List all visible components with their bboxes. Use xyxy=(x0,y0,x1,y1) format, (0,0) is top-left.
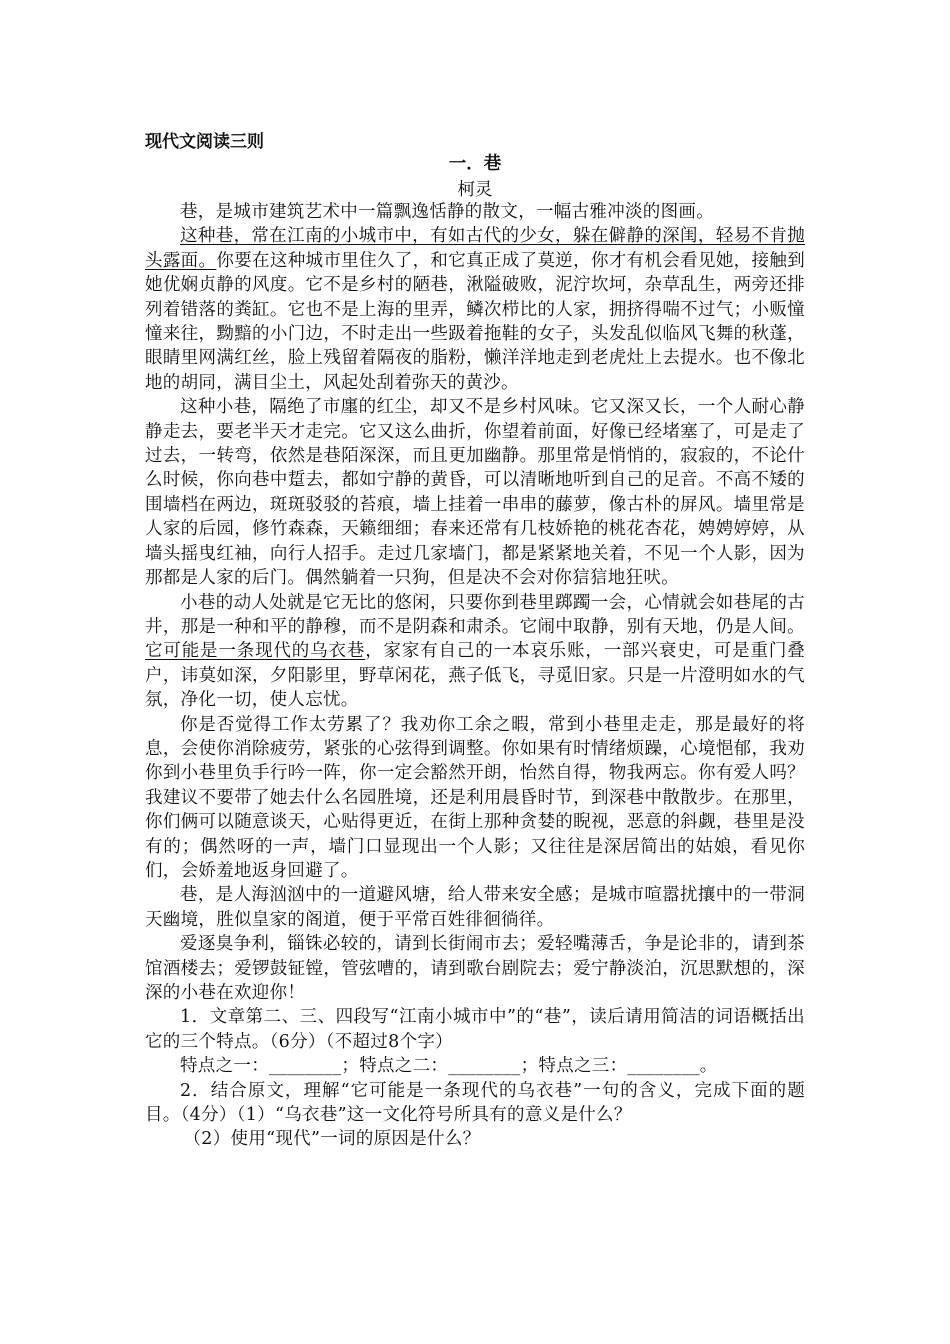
paragraph-text: ，家家有自己的一本哀乐账，一部兴衰史，可是重门叠户，讳莫如深，夕阳影里，野草闲花，燕子低飞，寻觅旧家。只是一片澄明如水的气氛，净化一切，使人忘忧。 xyxy=(145,641,805,711)
underlined-sentence: 它可能是一条现代的乌衣巷 xyxy=(145,641,366,662)
question-2-part-2: （2）使用“现代”一词的原因是什么？ xyxy=(183,1129,481,1150)
paragraph-4 xyxy=(145,591,805,713)
article-body xyxy=(145,200,805,1152)
underlined-sentence: 这种巷，常在江南的小城市中，有如古代的少女，躲在僻静的深闺，轻易不肯抛头露面。 xyxy=(145,226,805,271)
document-heading: 现代文阅读三则 xyxy=(145,132,264,152)
paragraph-text: 小巷的动人处就是它无比的悠闲，只要你到巷里踯躅一会，心情就会如巷尾的古井，那是一种和平的静穆，而不是阴森和肃杀。它闹中取静，别有天地，仍是人间。 xyxy=(145,592,805,637)
paragraph-text: 你要在这种城市里住久了，和它真正成了莫逆，你才有机会看见她，接触到她优娴贞静的风度。它不是乡村的陋巷，湫隘破败，泥泞坎坷，杂草乱生，两旁还排列着错落的粪缸。它也不是上海的里弄，鳞次栉比的人家，拥挤得喘不过气；小贩憧憧来往，黝黯的小门边，不时走出一些趿着拖鞋的女子，头发乱似临风飞舞的秋蓬，眼睛里网满红丝，脸上残留着隔夜的脂粉，懒洋洋地走到老虎灶上去提水。也不像北地的胡同，满目尘土，风起处刮着弥天的黄沙。 xyxy=(145,250,805,393)
paragraph-7: 爱逐臭争利，锱铢必较的，请到长街闹市去；爱轻嘴薄舌，争是论非的，请到茶馆酒楼去；爱锣鼓钲镗，管弦嘈的，请到歌台剧院去；爱宁静淡泊，沉思默想的，深深的小巷在欢迎你！ xyxy=(145,934,805,1003)
question-1-answer-line: 特点之一：________；特点之二：________；特点之三：________。 xyxy=(180,1056,718,1077)
article-author: 柯灵 xyxy=(457,180,493,200)
paragraph-6: 巷，是人海汹汹中的一道避风塘，给人带来安全感；是城市喧嚣扰攘中的一带洞天幽境，胜似皇家的阁道，便于平常百姓徘徊徜徉。 xyxy=(145,885,805,930)
paragraph-1: 巷，是城市建筑艺术中一篇飘逸恬静的散文，一幅古雅冲淡的图画。 xyxy=(180,202,714,222)
paragraph-3: 这种小巷，隔绝了市廛的红尘，却又不是乡村风味。它又深又长，一个人耐心静静走去，要老半天才走完。它又这么曲折，你望着前面，好像已经堵塞了，可是走了过去，一转弯，依然是巷陌深深，而且更加幽静。那里常是悄悄的，寂寂的，不论什么时候，你向巷中踅去，都如宁静的黄昏，可以清晰地听到自己的足音。不高不矮的围墙档在两边，斑斑驳驳的苔痕，墙上挂着一串串的藤萝，像古朴的屏风。墙里常是人家的后园，修竹森森，天籁细细；春来还常有几枝娇艳的桃花杏花，娉娉婷婷，从墙头摇曳红袖，向行人招手。走过几家墙门，都是紧紧地关着，不见一个人影，因为那都是人家的后门。偶然躺着一只狗，但是决不会对你狺狺地狂吠。 xyxy=(145,397,805,589)
paragraph-5: 你是否觉得工作太劳累了？我劝你工余之暇，常到小巷里走走，那是最好的将息，会使你消除疲劳，紧张的心弦得到调整。你如果有时情绪烦躁，心境悒郁，我劝你到小巷里负手行吟一阵，你一定会豁然开朗，怡然自得，物我两忘。你有爱人吗？我建议不要带了她去什么名园胜境，还是利用晨昏时节，到深巷中散散步。在那里，你们俩可以随意谈天，心贴得更近，在街上那种贪婪的睨视，恶意的斜觑，巷里是没有的；偶然呀的一声，墙门口显现出一个人影；又往往是深居简出的姑娘，看见你们，会娇羞地返身回避了。 xyxy=(145,714,805,881)
question-2: 2．结合原文，理解“它可能是一条现代的乌衣巷”一句的含义，完成下面的题目。（4分）（1）“乌衣巷”这一文化符号所具有的意义是什么？ xyxy=(145,1080,805,1126)
paragraph-2 xyxy=(145,224,805,395)
article-title: 一．巷 xyxy=(448,154,502,174)
question-1: 1．文章第二、三、四段写“江南小城市中”的“巷”，读后请用简洁的词语概括出它的三个特点。（6分）（不超过8个字） xyxy=(145,1007,805,1052)
